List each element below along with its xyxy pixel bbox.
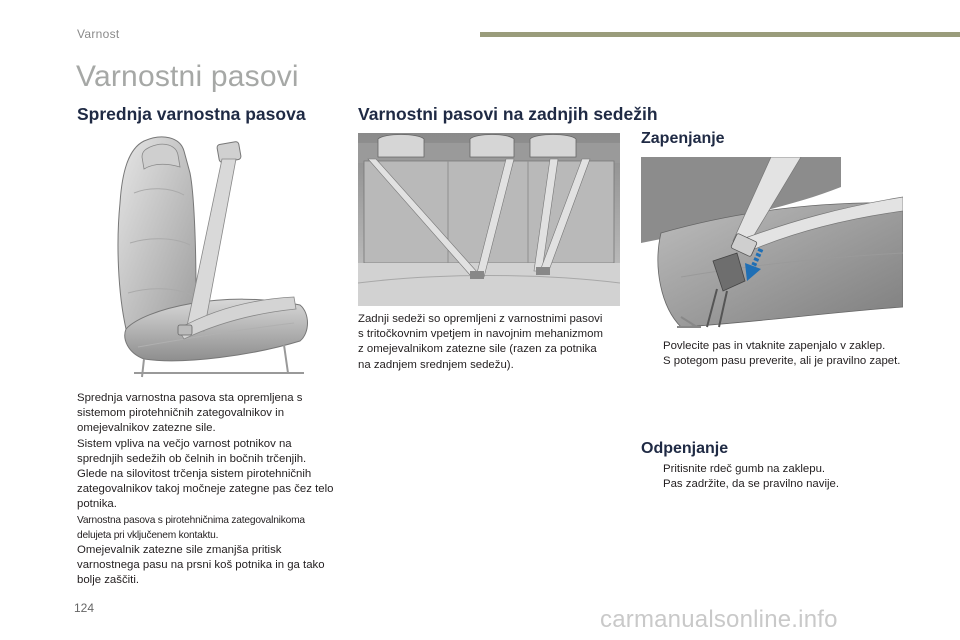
release-step-2: Pas zadržite, da se pravilno navije. — [663, 478, 840, 491]
list-item — [641, 354, 901, 369]
release-step-1: Pritisnite rdeč gumb na zaklepu. — [663, 463, 826, 475]
front-text-3: Varnostna pasova s pirotehničnima zategovalnikoma delujeta pri vključenem kontaktu. — [77, 514, 305, 541]
rear-belts-heading: Varnostni pasovi na zadnjih sedežih — [358, 104, 658, 124]
release-steps — [641, 462, 901, 492]
front-belts-heading: Sprednja varnostna pasova — [77, 104, 306, 124]
section-label: Varnost — [77, 27, 120, 41]
header-accent-bar — [480, 32, 960, 37]
front-belts-description — [77, 391, 339, 589]
fasten-step-2: S potegom pasu preverite, ali je pravilno zapet. — [663, 355, 901, 368]
page-title: Varnostni pasovi — [76, 60, 299, 93]
buckle-fastening-illustration — [641, 157, 903, 330]
release-heading: Odpenjanje — [641, 440, 729, 457]
rear-belts-description: Zadnji sedeži so opremljeni z varnostnimi pasovi s tritočkovnim vpetjem in navojnim mehanizmom z omejevalnikom zatezne sile (razen za potnika na zadnjem srednjem sedežu). — [358, 313, 603, 371]
rear-bench-belts-illustration — [358, 133, 620, 306]
list-item — [641, 477, 901, 492]
front-text-2: Sistem vpliva na večjo varnost potnikov na sprednjih sedežih ob čelnih in bočnih trčenjih. Glede na silovitost trčenja sistem pirotehničnih zategovalnikov takoj močneje zategne pas čez telo potnika. — [77, 437, 334, 511]
list-item — [641, 462, 901, 477]
watermark: carmanualsonline.info — [600, 606, 838, 633]
fasten-step-1: Povlecite pas in vtaknite zapenjalo v zaklep. — [663, 340, 886, 352]
page-number: 124 — [74, 601, 95, 615]
list-item — [641, 339, 901, 354]
fasten-steps — [641, 339, 901, 369]
front-seat-with-belt-illustration — [104, 133, 314, 385]
front-text-1: Sprednja varnostna pasova sta opremljena s sistemom pirotehničnih zategovalnikov in omejevalnikov zatezne sile. — [77, 392, 303, 435]
front-text-4: Omejevalnik zatezne sile zmanjša pritisk varnostnega pasu na prsni koš potnika in ga tako bolje zaščiti. — [77, 544, 325, 587]
fasten-heading: Zapenjanje — [641, 130, 725, 147]
